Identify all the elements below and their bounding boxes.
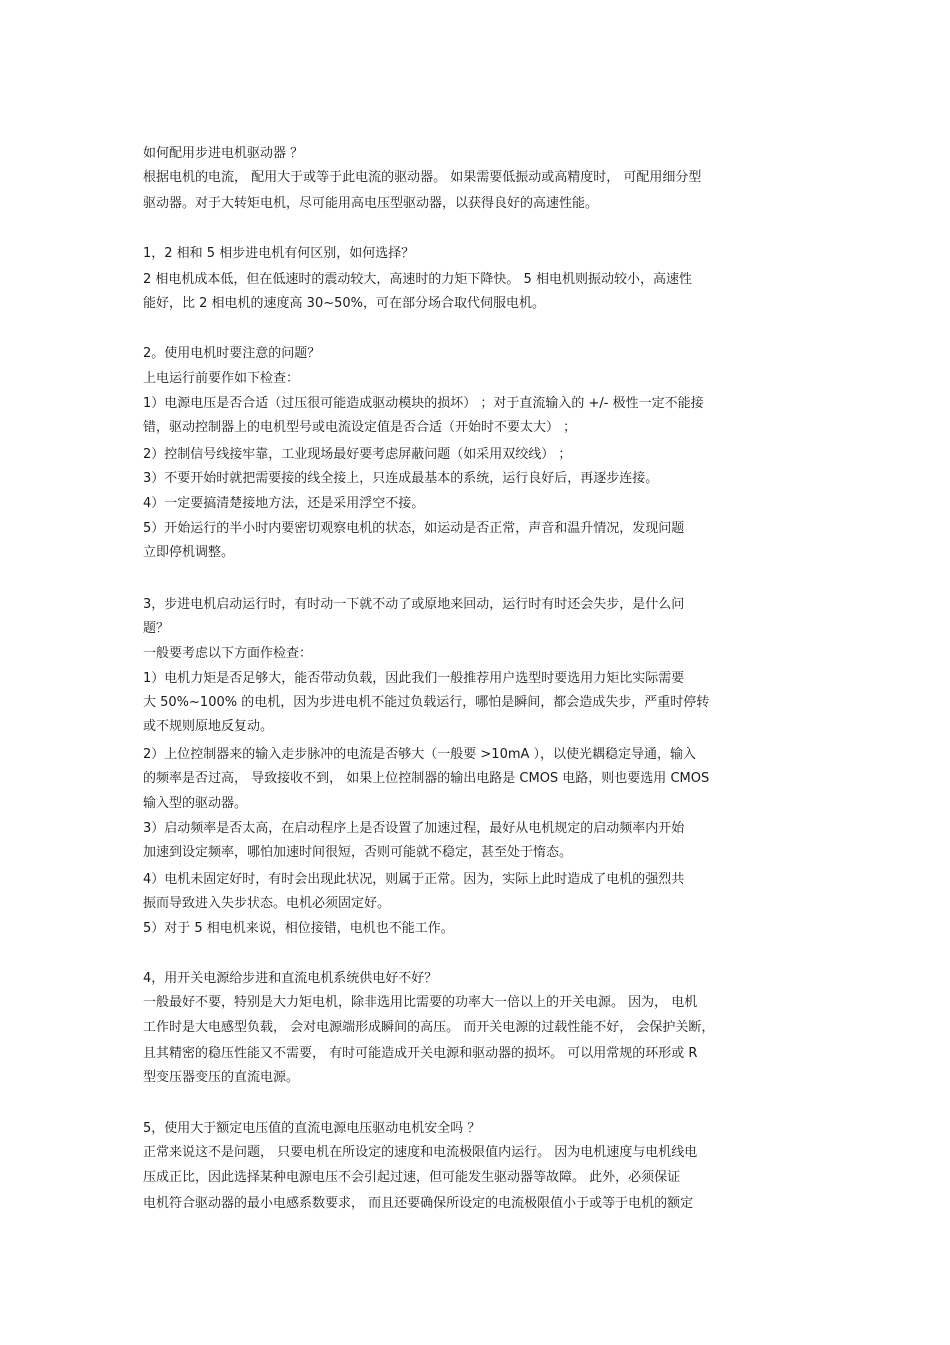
section-4-title: 4，用开关电源给步进和直流电机系统供电好不好？ [143,971,438,986]
list-item-line: 错，驱动控制器上的电机型号或电流设定值是否合适（开始时不要太大） ； [143,420,577,435]
section-0-title: 如何配用步进电机驱动器 ？ [143,146,304,161]
list-item-line: 5）对于 5 相电机来说，相位接错，电机也不能工作。 [143,921,454,936]
list-item-line: 4）电机未固定好时，有时会出现此状况，则属于正常。因为，实际上此时造成了电机的强烈共 [143,872,685,887]
list-item-line: 1）电机力矩是否足够大，能否带动负载，因此我们一般推荐用户选型时要选用力矩比实际需要 [143,671,685,686]
list-item-line: 2）上位控制器来的输入走步脉冲的电流是否够大（一般要 >10mA ），以使光耦稳定导通，输入 [143,747,697,762]
list-item-line: 5）开始运行的半小时内要密切观察电机的状态，如运动是否正常，声音和温升情况，发现问题 [143,521,685,536]
paragraph-line: 且其精密的稳压性能又不需要， 有时可能造成开关电源和驱动器的损坏。 可以用常规的环形或 R [143,1046,698,1061]
list-item-line: 1）电源电压是否合适（过压很可能造成驱动模块的损坏） ；对于直流输入的 +/- 极性一定不能接 [143,396,704,411]
section-3-title-cont: 题？ [143,621,170,636]
paragraph-line: 根据电机的电流， 配用大于或等于此电流的驱动器。 如果需要低振动或高精度时， 可配用细分型 [143,170,702,185]
list-item-line: 大 50%~100% 的电机，因为步进电机不能过负载运行，哪怕是瞬间，都会造成失步，严重时停转 [143,695,710,710]
list-item-line: 3）启动频率是否太高，在启动程序上是否设置了加速过程，最好从电机规定的启动频率内开始 [143,821,685,836]
section-1-title: 1，2 相和 5 相步进电机有何区别，如何选择？ [143,246,415,261]
list-item-line: 输入型的驱动器。 [143,796,248,811]
paragraph-line: 电机符合驱动器的最小电感系数要求， 而且还要确保所设定的电流极限值小于或等于电机的额定 [143,1196,694,1211]
paragraph-line: 压成正比，因此选择某种电源电压不会引起过速，但可能发生驱动器等故障。 此外，必须保证 [143,1170,681,1185]
paragraph-line: 一般最好不要，特别是大力矩电机，除非选用比需要的功率大一倍以上的开关电源。 因为， 电机 [143,995,698,1010]
paragraph-line: 能好，比 2 相电机的速度高 30~50%，可在部分场合取代伺服电机。 [143,296,545,311]
section-5-title: 5，使用大于额定电压值的直流电源电压驱动电机安全吗 ？ [143,1121,481,1136]
paragraph-line: 型变压器变压的直流电源。 [143,1070,300,1085]
list-item-line: 加速到设定频率，哪怕加速时间很短，否则可能就不稳定，甚至处于惰态。 [143,845,573,860]
list-item-line: 2）控制信号线接牢靠，工业现场最好要考虑屏蔽问题（如采用双绞线） ； [143,447,572,462]
section-3-title: 3，步进电机启动运行时，有时动一下就不动了或原地来回动，运行时有时还会失步，是什么问 [143,597,685,612]
paragraph-line: 工作时是大电感型负载， 会对电源端形成瞬间的高压。 而开关电源的过载性能不好， 会保护关断， [143,1020,715,1035]
paragraph-line: 驱动器。对于大转矩电机，尽可能用高电压型驱动器，以获得良好的高速性能。 [143,196,599,211]
paragraph-line: 一般要考虑以下方面作检查： [143,646,313,661]
list-item-line: 立即停机调整。 [143,545,235,560]
list-item-line: 4）一定要搞清楚接地方法，还是采用浮空不接。 [143,496,425,511]
paragraph-line: 2 相电机成本低，但在低速时的震动较大，高速时的力矩下降快。 5 相电机则振动较小，高速性 [143,272,692,287]
list-item-line: 的频率是否过高， 导致接收不到， 如果上位控制器的输出电路是 CMOS 电路，则也要选用 CMOS [143,771,710,786]
paragraph-line: 正常来说这不是问题， 只要电机在所设定的速度和电流极限值内运行。 因为电机速度与电机线电 [143,1145,698,1160]
list-item-line: 或不规则原地反复动。 [143,719,274,734]
list-item-line: 振而导致进入失步状态。电机必须固定好。 [143,896,391,911]
list-item-line: 3）不要开始时就把需要接的线全接上，只连成最基本的系统，运行良好后，再逐步连接。 [143,471,659,486]
paragraph-line: 上电运行前要作如下检查： [143,371,300,386]
section-2-title: 2。使用电机时要注意的问题？ [143,346,321,361]
